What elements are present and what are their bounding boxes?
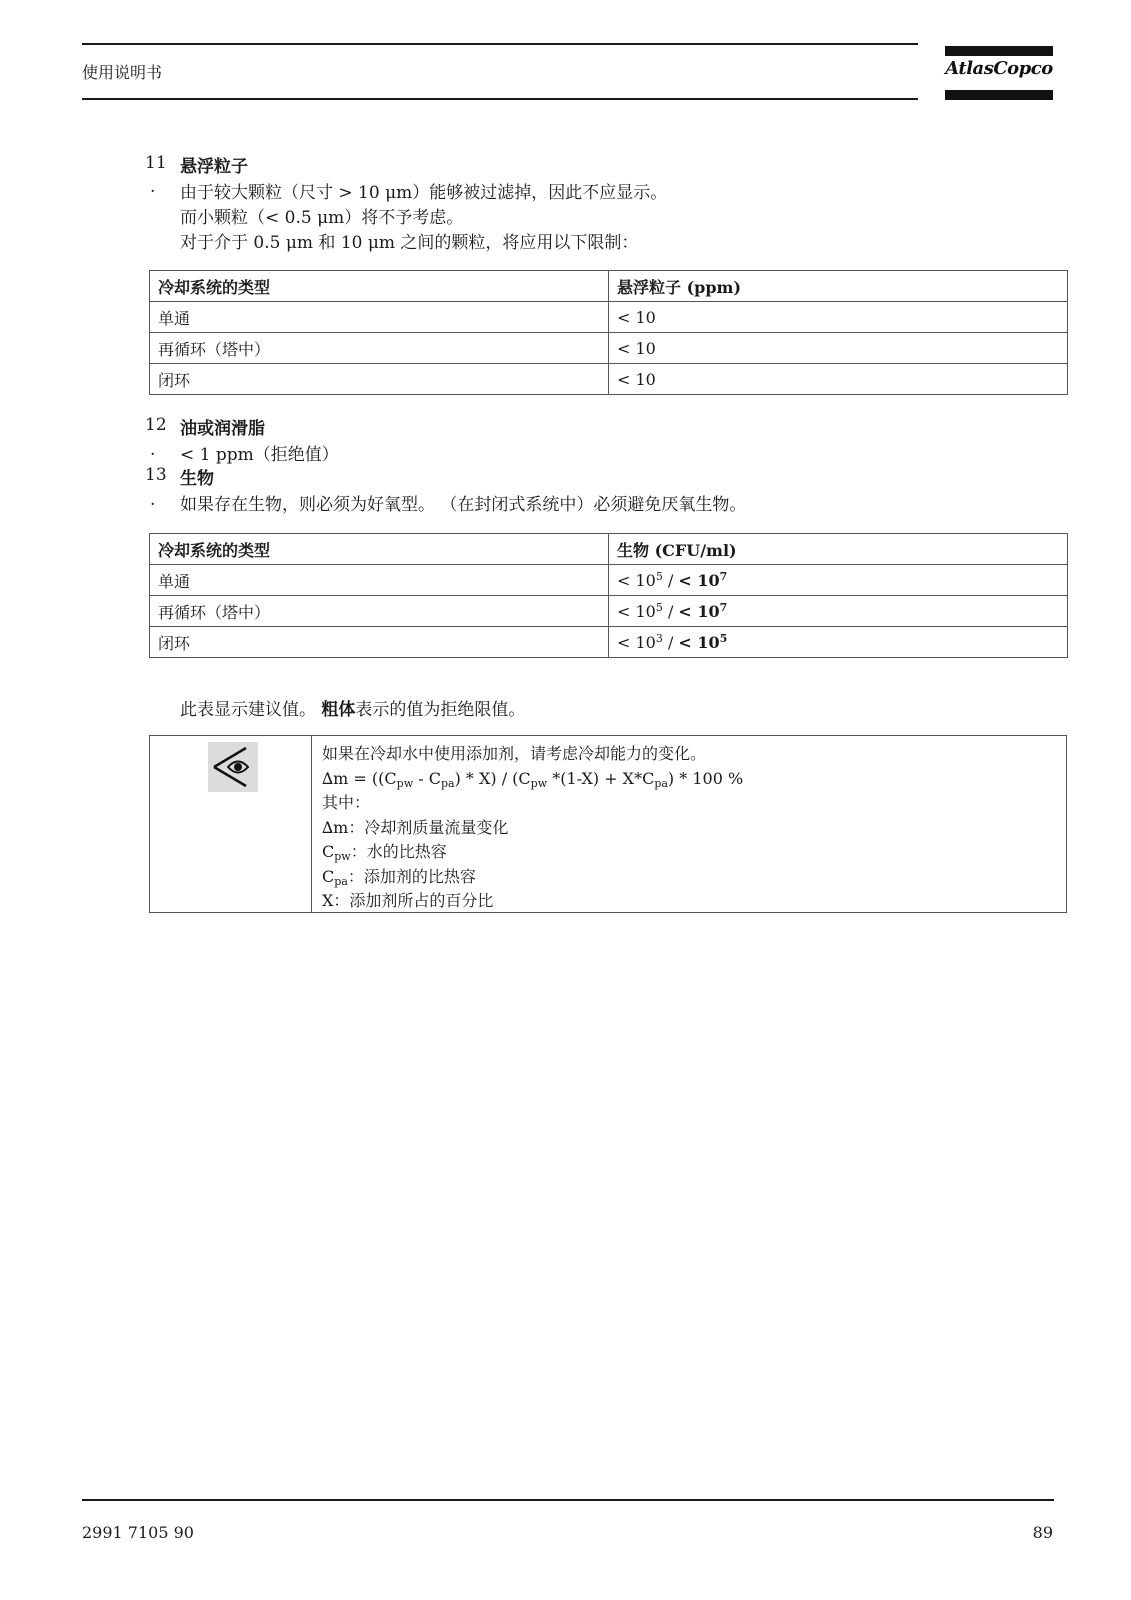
section-13-title: 生物 (180, 469, 214, 489)
section-12-title: 油或润滑脂 (180, 419, 265, 439)
section-12-number: 12 (145, 415, 167, 435)
cell-value: < 10 (609, 333, 1068, 364)
section-13-bullet: . (150, 490, 156, 510)
table-row (150, 364, 1068, 395)
page-number: 89 (1032, 1523, 1053, 1542)
table-row (150, 333, 1068, 364)
column-header-cooling-type: 冷却系统的类型 (150, 271, 609, 302)
note-line-intro: 如果在冷却水中使用添加剂，请考虑冷却能力的变化。 (322, 744, 707, 763)
column-header-particles: 悬浮粒子 (ppm) (609, 271, 1068, 302)
document-title: 使用说明书 (82, 63, 163, 82)
header-bottom-rule (82, 98, 918, 100)
column-header-cooling-type: 冷却系统的类型 (150, 534, 609, 565)
table-header-row (150, 271, 1068, 302)
table-row (150, 565, 1068, 596)
cell-type: 闭环 (150, 364, 609, 395)
table-row (150, 302, 1068, 333)
section-12-bullet: . (150, 440, 156, 460)
section-11-line-1: 由于较大颗粒（尺寸 > 10 μm）能够被过滤掉，因此不应显示。 (180, 183, 668, 203)
note-def-cpw: $C_{pw}$：水的比热容 (322, 842, 447, 863)
section-12-line: < 1 ppm（拒绝值） (180, 445, 339, 465)
footer-rule (82, 1499, 1054, 1501)
cell-value: < 10 (609, 302, 1068, 333)
section-11-number: 11 (145, 153, 167, 173)
table-row (150, 627, 1068, 658)
section-11-bullet: . (150, 177, 156, 197)
note-divider (311, 736, 312, 912)
eye-note-icon (208, 742, 258, 792)
section-13-line: 如果存在生物，则必须为好氧型。 （在封闭式系统中）必须避免厌氧生物。 (180, 495, 747, 515)
cell-value: < $10^5$ / < $10^7$ (609, 565, 1068, 596)
table-note: 此表显示建议值。 粗体表示的值为拒绝限值。 (180, 700, 526, 720)
column-header-biology: 生物 (CFU/ml) (609, 534, 1068, 565)
section-13-number: 13 (145, 465, 167, 485)
cell-type: 再循环（塔中） (150, 333, 609, 364)
cell-type: 闭环 (150, 627, 609, 658)
atlas-copco-logo (945, 46, 1053, 100)
note-def-delta-m: ∆m：冷却剂质量流量变化 (322, 817, 509, 837)
note-def-x: X：添加剂所占的百分比 (322, 891, 494, 910)
note-where: 其中： (322, 793, 371, 812)
cell-type: 单通 (150, 302, 609, 333)
cell-value: < 10 (609, 364, 1068, 395)
table-row (150, 596, 1068, 627)
document-number: 2991 7105 90 (82, 1523, 194, 1542)
note-box (149, 735, 1067, 913)
header-top-rule (82, 43, 918, 45)
section-11-line-2: 而小颗粒（< 0.5 μm）将不予考虑。 (180, 208, 464, 228)
table-header-row (150, 534, 1068, 565)
cell-value: < $10^3$ / < $10^5$ (609, 627, 1068, 658)
section-11-title: 悬浮粒子 (180, 157, 248, 177)
cell-value: < $10^5$ / < $10^7$ (609, 596, 1068, 627)
note-text (322, 742, 743, 914)
note-def-cpa: $C_{pa}$：添加剂的比热容 (322, 866, 476, 888)
cell-type: 单通 (150, 565, 609, 596)
section-11-line-3: 对于介于 0.5 μm 和 10 μm 之间的颗粒，将应用以下限制： (180, 233, 639, 253)
logo-text: AtlasCopco (945, 58, 1053, 79)
note-formula: $\Delta m = ((C_{pw} - C_{pa}) * X) / (C_{pw}$ $*(1-X) + X*C_{pa}) * 100$ % (322, 768, 744, 790)
suspended-particles-table (149, 270, 1068, 395)
biology-table (149, 533, 1068, 658)
cell-type: 再循环（塔中） (150, 596, 609, 627)
